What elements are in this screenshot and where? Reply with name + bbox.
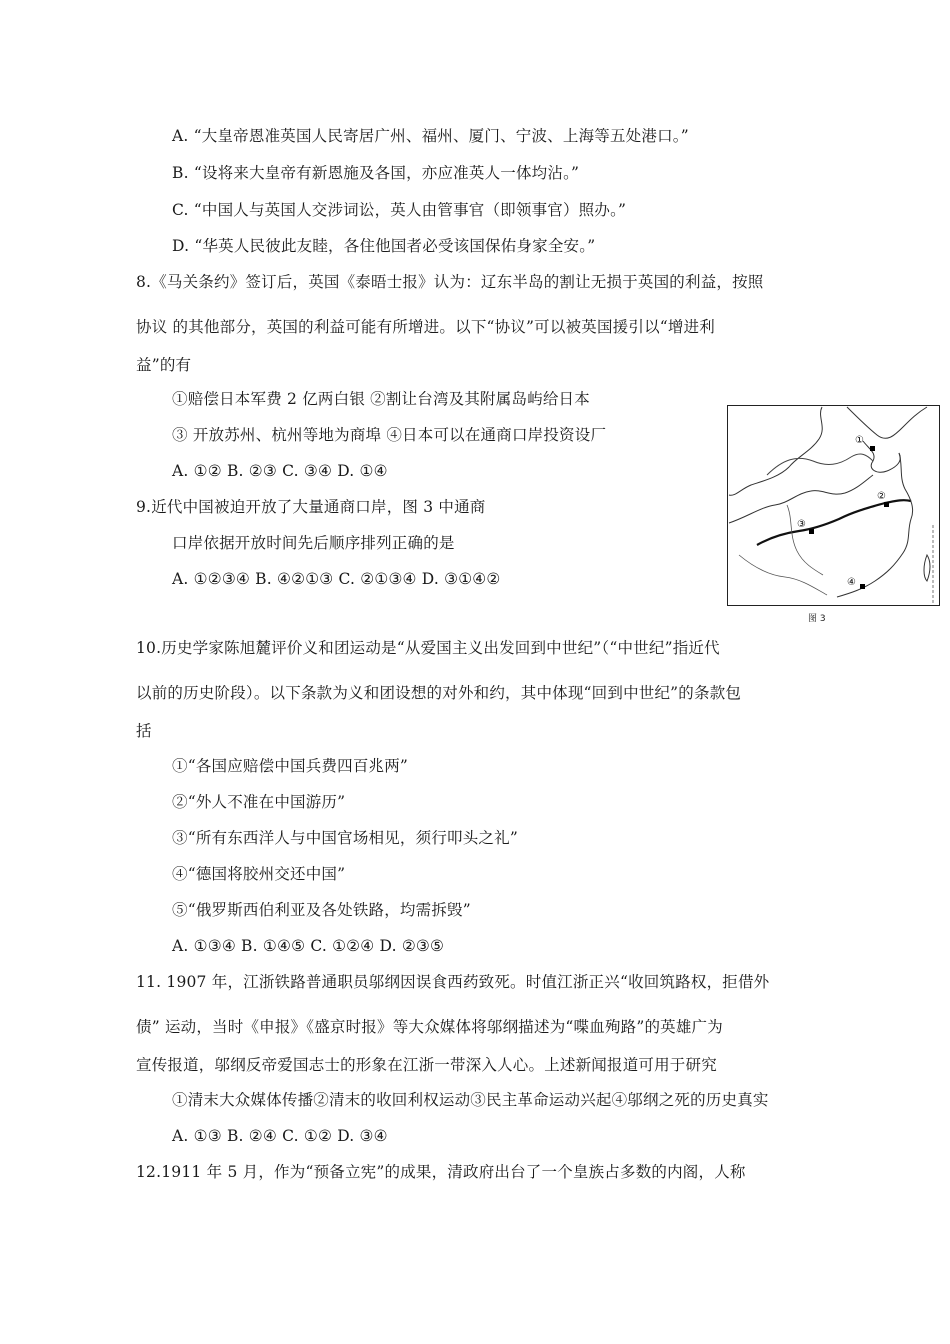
map-figure-3 (727, 405, 940, 606)
figure-caption: 图 3 (808, 614, 826, 624)
q11-stem-line-2: 债” 运动，当时《申报》《盛京时报》等大众媒体将邬纲描述为“喋血殉路”的英雄广为 (136, 1018, 723, 1036)
port-label-4: ④ (847, 577, 856, 588)
q12-stem-line-1: 12.1911 年 5 月，作为“预备立宪”的成果，清政府出台了一个皇族占多数的内阁，人称 (136, 1163, 746, 1181)
port-marker-3 (809, 529, 814, 534)
q10-item-5: ⑤“俄罗斯西伯利亚及各处铁路，均需拆毁” (172, 901, 471, 919)
q9-stem-line-1: 9.近代中国被迫开放了大量通商口岸，图 3 中通商 (136, 498, 486, 516)
port-marker-1 (870, 446, 875, 451)
port-label-1: ① (855, 435, 864, 446)
q7-option-c: C. “中国人与英国人交涉词讼，英人由管事官（即领事官）照办。” (172, 201, 627, 219)
q11-stem-line-3: 宣传报道，邬纲反帝爱国志士的形象在江浙一带深入人心。上述新闻报道可用于研究 (136, 1056, 717, 1074)
q8-item-line-2: ③ 开放苏州、杭州等地为商埠 ④日本可以在通商口岸投资设厂 (172, 426, 607, 444)
q10-item-4: ④“德国将胶州交还中国” (172, 865, 346, 883)
q11-items: ①清末大众媒体传播②清末的收回利权运动③民主革命运动兴起④邬纲之死的历史真实 (172, 1091, 769, 1109)
q8-stem-line-1: 8.《马关条约》签订后，英国《泰晤士报》认为：辽东半岛的割让无损于英国的利益，按照 (136, 273, 764, 291)
q8-choices: A. ①② B. ②③ C. ③④ D. ①④ (172, 462, 388, 480)
port-label-2: ② (877, 491, 886, 502)
q9-choices: A. ①②③④ B. ④②①③ C. ②①③④ D. ③①④② (172, 570, 501, 588)
port-label-3: ③ (797, 519, 806, 530)
q10-stem-line-3: 括 (136, 722, 152, 740)
q11-choices: A. ①③ B. ②④ C. ①② D. ③④ (172, 1127, 388, 1145)
q10-stem-line-2: 以前的历史阶段）。以下条款为义和团设想的对外和约，其中体现“回到中世纪”的条款包 (136, 684, 742, 702)
q8-stem-line-3: 益”的有 (136, 356, 192, 374)
port-marker-2 (884, 502, 889, 507)
q10-item-1: ①“各国应赔偿中国兵费四百兆两” (172, 757, 409, 775)
q7-option-b: B. “设将来大皇帝有新恩施及各国，亦应准英人一体均沾。” (172, 164, 580, 182)
q7-option-a: A. “大皇帝恩准英国人民寄居广州、福州、厦门、宁波、上海等五处港口。” (172, 127, 689, 145)
q8-stem-line-2: 协议 的其他部分，英国的利益可能有所增进。以下“协议”可以被英国援引以“增进利 (136, 318, 716, 336)
q8-item-line-1: ①赔偿日本军费 2 亿两白银 ②割让台湾及其附属岛屿给日本 (172, 390, 590, 408)
q10-item-2: ②“外人不准在中国游历” (172, 793, 346, 811)
q11-stem-line-1: 11. 1907 年，江浙铁路普通职员邬纲因误食西药致死。时值江浙正兴“收回筑路权，拒借外 (136, 973, 770, 991)
china-ports-map (727, 405, 940, 606)
q9-stem-line-2: 口岸依据开放时间先后顺序排列正确的是 (172, 534, 455, 552)
q10-stem-line-1: 10.历史学家陈旭麓评价义和团运动是“从爱国主义出发回到中世纪”（“中世纪”指近代 (136, 639, 720, 657)
port-marker-4 (860, 584, 865, 589)
q10-choices: A. ①③④ B. ①④⑤ C. ①②④ D. ②③⑤ (172, 937, 445, 955)
q7-option-d: D. “华英人民彼此友睦，各住他国者必受该国保佑身家全安。” (172, 237, 596, 255)
q10-item-3: ③“所有东西洋人与中国官场相见，须行叩头之礼” (172, 829, 518, 847)
